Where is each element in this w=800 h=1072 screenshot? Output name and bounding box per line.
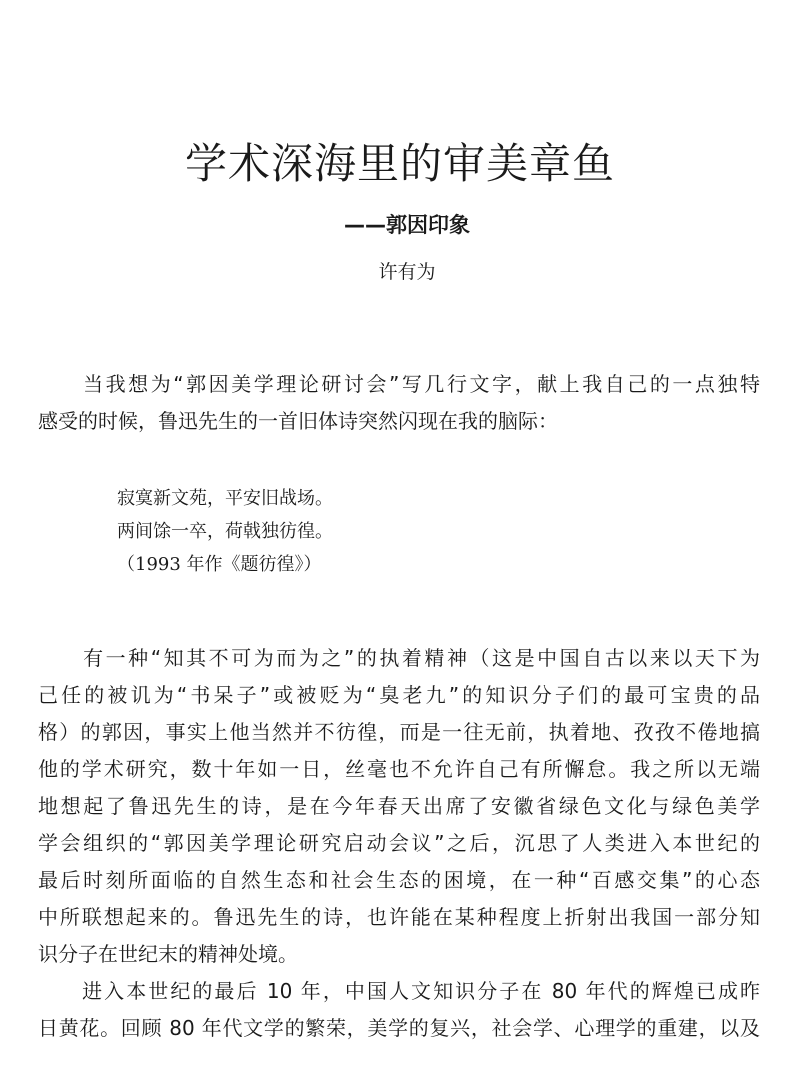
poem-line: 寂寞新文苑，平安旧战场。 (117, 488, 333, 509)
text-line: 当我想为“郭因美学理论研讨会”写几行文字，献上我自己的一点独特 (38, 372, 760, 396)
text-line: 感受的时候，鲁迅先生的一首旧体诗突然闪现在我的脑际： (38, 409, 558, 433)
text-line: 日黄花。回顾 80 年代文学的繁荣，美学的复兴，社会学、心理学的重建，以及 (38, 1016, 760, 1040)
text-line: 进入本世纪的最后 10 年，中国人文知识分子在 80 年代的辉煌已成昨 (38, 979, 760, 1003)
article-author: 许有为 (378, 261, 436, 283)
poem-quote (117, 482, 333, 581)
article-title: 学术深海里的审美章鱼 (184, 139, 615, 188)
poem-source: （1993 年作《题彷徨》） (117, 554, 322, 575)
poem-line: 两间馀一卒，荷戟独彷徨。 (117, 521, 333, 542)
text-line: 地想起了鲁迅先生的诗，是在今年春天出席了安徽省绿色文化与绿色美学 (38, 794, 760, 818)
paragraph-body (38, 640, 760, 1047)
text-line: 最后时刻所面临的自然生态和社会生态的困境，在一种“百感交集”的心态 (38, 868, 760, 892)
text-line: 己任的被讥为“书呆子”或被贬为“臭老九”的知识分子们的最可宝贵的品 (38, 683, 760, 707)
text-line: 中所联想起来的。鲁迅先生的诗，也许能在某种程度上折射出我国一部分知 (38, 905, 760, 929)
text-line: 识分子在世纪末的精神处境。 (38, 942, 298, 966)
text-line: 学会组织的“郭因美学理论研究启动会议”之后，沉思了人类进入本世纪的 (38, 831, 760, 855)
article-subtitle: ——郭因印象 (344, 213, 470, 237)
text-line: 他的学术研究，数十年如一日，丝毫也不允许自己有所懈怠。我之所以无端 (38, 757, 760, 781)
paragraph-intro (38, 366, 760, 440)
text-line: 有一种“知其不可为而为之”的执着精神（这是中国自古以来以天下为 (38, 646, 760, 670)
text-line: 格）的郭因，事实上他当然并不彷徨，而是一往无前，执着地、孜孜不倦地搞 (38, 720, 760, 744)
